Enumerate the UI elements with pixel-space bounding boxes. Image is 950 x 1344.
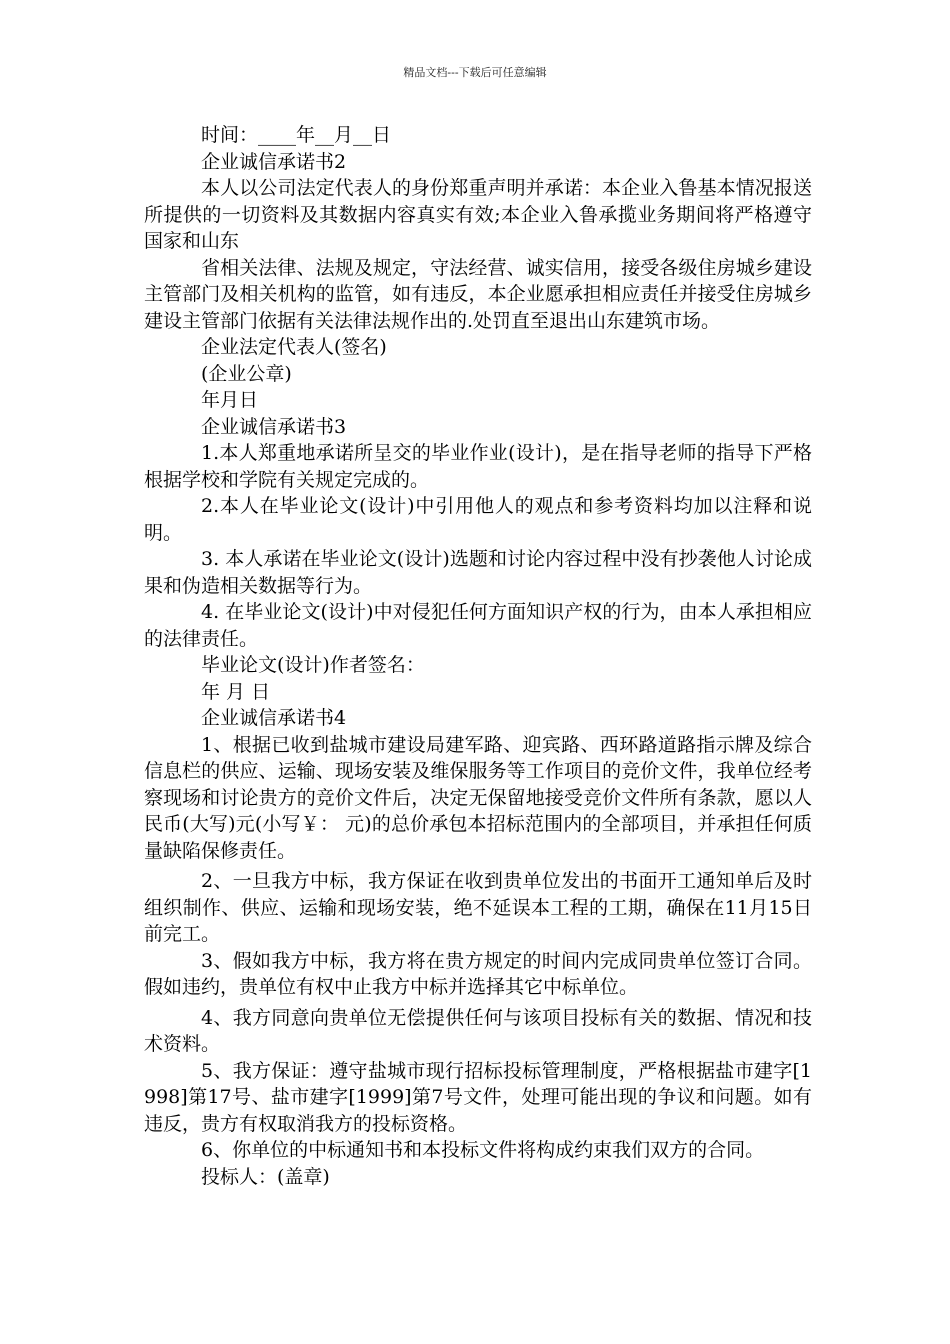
signature-line: 企业法定代表人(签名) [201, 336, 387, 358]
date-line: 时间：____年__月__日 [201, 124, 392, 146]
date-line: 年 月 日 [201, 680, 271, 703]
paragraph: 5、我方保证：遵守盐城市现行招标投标管理制度，严格根据盐市建字[1998]第17号、盐市建字[1999]第7号文件，处理可能出现的争议和问题。如有违反，贵方有权取消我方的投标资格。 [144, 1059, 812, 1135]
section-title-4: 企业诚信承诺书4 [201, 707, 347, 729]
section-title-3: 企业诚信承诺书3 [201, 415, 347, 438]
date-line: 年月日 [201, 389, 259, 411]
signature-line: 毕业论文(设计)作者签名： [201, 654, 425, 676]
paragraph: 4. 在毕业论文(设计)中对侵犯任何方面知识产权的行为，由本人承担相应的法律责任。 [144, 601, 812, 650]
document-body [144, 122, 812, 1190]
signature-line: 投标人：(盖章) [201, 1165, 330, 1188]
section-title-2: 企业诚信承诺书2 [201, 150, 347, 173]
paragraph: 3. 本人承诺在毕业论文(设计)选题和讨论内容过程中没有抄袭他人讨论成果和伪造相关数据等行为。 [144, 548, 812, 597]
page-header: 精品文档---下载后可任意编辑 [403, 66, 547, 79]
paragraph: 1、根据已收到盐城市建设局建军路、迎宾路、西环路道路指示牌及综合信息栏的供应、运输、现场安装及维保服务等工作项目的竞价文件，我单位经考察现场和讨论贵方的竞价文件后，决定无保留地接受竞价文件所有条款，愿以人民币(大写)元(小写￥： 元)的总价承包本招标范围内的全部项目，并承担任何质量缺陷保修责任。 [144, 733, 812, 862]
paragraph: 2、一旦我方中标，我方保证在收到贵单位发出的书面开工通知单后及时组织制作、供应、运输和现场安装，绝不延误本工程的工期，确保在11月15日前完工。 [144, 870, 812, 945]
paragraph: 本人以公司法定代表人的身份郑重声明并承诺：本企业入鲁基本情况报送所提供的一切资料及其数据内容真实有效;本企业入鲁承揽业务期间将严格遵守国家和山东 [144, 177, 812, 252]
paragraph: 省相关法律、法规及规定，守法经营、诚实信用，接受各级住房城乡建设主管部门及相关机构的监管，如有违反，本企业愿承担相应责任并接受住房城乡建设主管部门依据有关法律法规作出的.处罚直至退出山东建筑市场。 [144, 256, 812, 332]
paragraph: 6、你单位的中标通知书和本投标文件将构成约束我们双方的合同。 [201, 1139, 765, 1161]
paragraph: 4、我方同意向贵单位无偿提供任何与该项目投标有关的数据、情况和技术资料。 [144, 1006, 812, 1055]
paragraph: 2.本人在毕业论文(设计)中引用他人的观点和参考资料均加以注释和说明。 [144, 495, 812, 544]
seal-line: (企业公章) [201, 362, 292, 385]
paragraph: 3、假如我方中标，我方将在贵方规定的时间内完成同贵单位签订合同。假如违约，贵单位有权中止我方中标并选择其它中标单位。 [144, 949, 812, 998]
paragraph: 1.本人郑重地承诺所呈交的毕业作业(设计)，是在指导老师的指导下严格根据学校和学院有关规定完成的。 [144, 442, 812, 491]
